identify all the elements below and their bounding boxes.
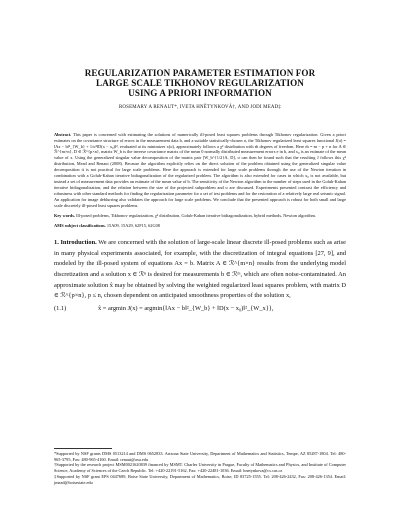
footnote-1: *Supported by NSF grants DMS 0513214 and DMS 0652833. Arizona State University, Department of Mathematics and Statistics, Tempe, AZ 85287-1804. Tel: 480-965-3795, Fax: 480-965-4160. Email: renaut@asu.edu [54,451,346,462]
footnote-rule [54,448,112,449]
section-heading: 1. Introduction. [54,238,97,246]
paper-title [54,68,346,99]
author-list: ROSEMARY A RENAUT*, IVETA HNĚTYNKOVÁ†, AND JODI MEAD‡ [118,104,282,110]
ams-text: 15A09, 15A29, 62F15, 62G08 [106,222,160,228]
keywords-label: Key words. [54,213,75,218]
keywords-text: Ill-posed problems, Tikhonov regularization, χ² distribution, Golub-Kahan iterative bidiagonalization, hybrid methods, Newton algorithm. [76,213,317,218]
equation-1-1 [54,305,346,317]
abstract-text: This paper is concerned with estimating the solutions of numerically ill-posed least squares problems through Tikhonov regularization. Given a priori estimates on the covariance structure of errors in the measurement data b, and a suitable statistically-chosen σ, the Tikhonov regularized least squares functional J(σ) = ‖Ax − b‖²_{W_b} + 1/σ²‖D(x − x₀)‖², evaluated at its minimizer x(σ), approximately follows a χ² distribution with m̃ degrees of freedom. Here m̃ = m − p + n for A ∈ ℛ^{m×n}, D ∈ ℛ^{p×n}, matrix W_b is the inverse covariance matrix of the mean 0 normally distributed measurement errors e in b, and x₀ is an estimate of the mean value of x. Using the generalized singular value decomposition of the matrix pair [W_b^{1/2}A, D], σ can then be found such that the resulting J follows this χ² distribution, Mead and Renaut (2008). Because the algorithm explicitly relies on the direct solution of the problem obtained using the generalized singular value decomposition it is not practical for large scale problems. Here the approach is extended for large scale problems through the use of the Newton iteration in combination with a Golub-Kahan iterative bidiagonalization of the regularized problem. The algorithm is also extended for cases in which x₀ is not available, but instead a set of measurement data provides an estimate of the mean value of b. The sensitivity of the Newton algorithm to the number of steps used in the Golub-Kahan iterative bidiagonalization, and the relation between the size of the projected subproblem and σ are discussed. Experiments presented contrast the efficiency and robustness with other standard methods for finding the regularization parameter for a set of test problems and for the restoration of a relatively large real seismic signal. An application for image deblurring also validates the approach for large scale problems. We conclude that the presented approach is robust for both small and large scale discretely ill-posed least squares problems. [54,131,346,209]
title-line-3: USING A PRIORI INFORMATION [128,88,272,99]
section-text: We are concerned with the solution of large-scale linear discrete ill-posed problems such as arise in many physical experiments associated, for example, with the discretization of integral equations [27, 9], and modeled by the ill-posed system of equations Ax = b. Matrix A ∈ ℛ^{m×n} results from the underlying model discretization and a solution x ∈ ℛⁿ is desired for measurements b ∈ ℛᵐ, which are often noise-contaminated. An approximate solution x̂ may be obtained by solving the weighted regularized least squares problem, with matrix D ∈ ℛ^{p×n}, p ≤ n, chosen dependent on anticipated smoothness properties of the solution x, [54,238,346,300]
footnote-2: †Supported by the research project MSM0021620839 financed by MSMT. Charles University in Prague, Faculty of Mathematics and Physics, and Institute of Computer Science, Academy of Sciences of the Czech Republic. Tel: +420-22191-5162, Fax: +420-22481-1036. Email: hnetynkova@cs.cas.cz [54,462,346,474]
equation-body: x̂ = argmin J(x) = argmin{‖Ax − b‖²_{W_b} + ‖D(x − x₀)‖²_{W_x}}, [98,305,274,313]
title-line-1: REGULARIZATION PARAMETER ESTIMATION FOR [84,68,316,78]
abstract [54,132,346,209]
title-line-2: LARGE SCALE TIKHONOV REGULARIZATION [96,78,304,89]
ams-label: AMS subject classifications. [54,222,106,228]
footnote-3: ‡Supported by NSF grant EPS 0447689, Boise State University, Department of Mathematics, Boise, ID 83725-1555. Tel: 208-426-2432, Fax: 208-426-1354. Email: jmead@boisestate.edu [54,473,346,485]
introduction-section [54,238,346,302]
abstract-label: Abstract. [54,131,72,137]
ams-classifications [54,223,346,229]
equation-label: (1.1) [54,305,67,313]
footnotes [54,448,346,485]
keywords [54,213,346,219]
